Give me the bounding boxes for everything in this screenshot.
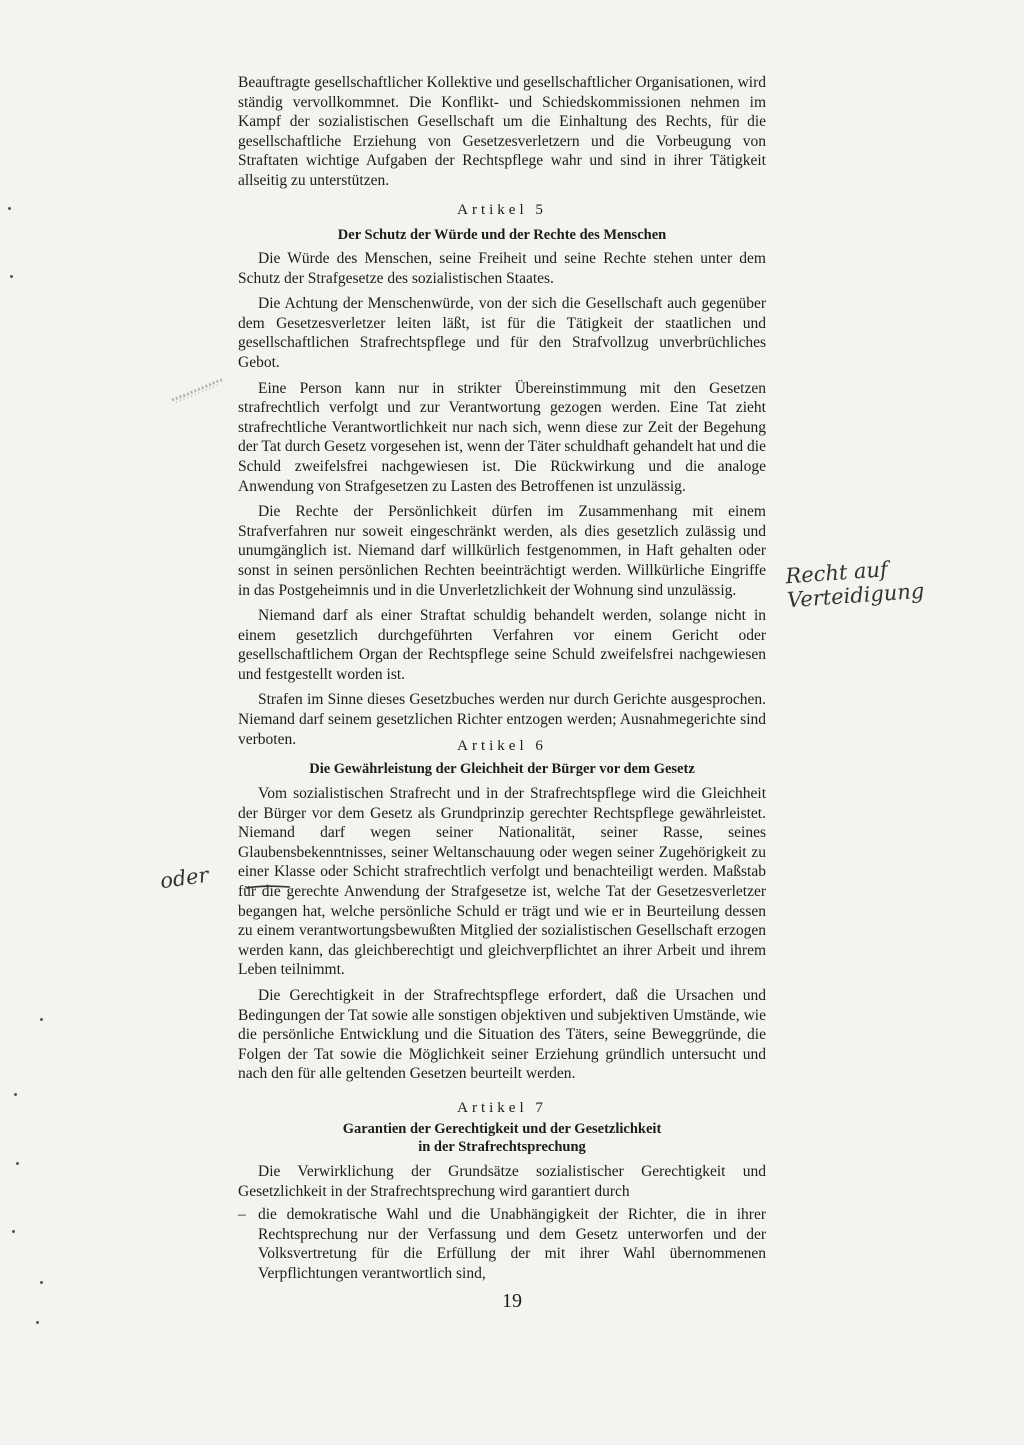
article-5-paragraph: Die Achtung der Menschenwürde, von der sich die Gesellschaft auch gegenüber dem Gesetzesverletzer leiten läßt, ist für die Tätigkeit der staatlichen und gesellschaftlichen Strafrechtspflege und für den Strafvollzug unverbrüchliches Gebot. — [238, 295, 766, 371]
scan-speck — [14, 1093, 17, 1096]
article-6-heading: Artikel 6 — [457, 738, 547, 754]
article-5-paragraph: Die Würde des Menschen, seine Freiheit und seine Rechte stehen unter dem Schutz der Strafgesetze des sozialistischen Staates. — [238, 250, 766, 287]
article-6 — [238, 736, 766, 1084]
article-7-title-line1: Garantien der Gerechtigkeit und der Gesetzlichkeit — [342, 1121, 662, 1137]
article-7-title-line2: in der Strafrechtsprechung — [418, 1139, 586, 1155]
scan-speck — [16, 1162, 19, 1165]
scan-speck — [12, 1230, 15, 1233]
scan-speck — [8, 207, 11, 210]
article-7-list-item — [238, 1205, 766, 1283]
article-5-heading: Artikel 5 — [457, 202, 547, 218]
article-5-paragraph: Eine Person kann nur in strikter Übereinstimmung mit den Gesetzen strafrechtlich verfolgt und zur Verantwortung gezogen werden. Eine Tat zieht strafrechtliche Verantwortlichkeit nur nach sich, wenn diese zur Zeit der Begehung der Tat durch Gesetz vorgesehen ist, wenn der Täter schuldhaft gehandelt hat und die Schuld zweifelsfrei nachgewiesen ist. Die Rückwirkung und die analoge Anwendung von Strafgesetzen zu Lasten des Betroffenen ist unzulässig. — [238, 379, 766, 495]
margin-note-right: Recht auf Verteidigung — [784, 557, 926, 613]
article-5-paragraph: Die Rechte der Persönlichkeit dürfen im Zusammenhang mit einem Strafverfahren nur soweit eingeschränkt werden, als dies gesetzlich zulässig und unumgänglich ist. Niemand darf willkürlich festgenommen, in Haft gehalten oder sonst in seinen persönlichen Rechten beeinträchtigt werden. Willkürliche Eingriffe in das Postgeheimnis und in die Unverletzlichkeit der Wohnung sind unzulässig. — [238, 503, 766, 599]
article-5-paragraph: Niemand darf als einer Straftat schuldig behandelt werden, solange nicht in einem gesetzlich durchgeführten Verfahren vor einem Gericht oder gesellschaftlichem Organ der Rechtspflege seine Schuld zweifelsfrei nachgewiesen und festgestellt worden ist. — [238, 607, 766, 683]
list-item-text: die demokratische Wahl und die Unabhängigkeit der Richter, die in ihrer Rechtsprechung nur der Verfassung und dem Gesetz unterworfen und der Volksvertretung für die Erfüllung der mit ihrer Wahl übernommenen Verpflichtungen verantwortlich sind, — [258, 1206, 766, 1282]
handwritten-underline — [244, 882, 294, 892]
article-6-title: Die Gewährleistung der Gleichheit der Bürger vor dem Gesetz — [309, 761, 695, 777]
scan-speck — [10, 275, 13, 278]
list-dash: – — [238, 1206, 246, 1224]
margin-note-left: oder — [158, 862, 210, 894]
pencil-smudge-icon — [168, 376, 228, 406]
article-5-paragraph: Strafen im Sinne dieses Gesetzbuches werden nur durch Gerichte ausgesprochen. Niemand darf seinem gesetzlichen Richter entzogen werden; Ausnahmegerichte sind verboten. — [238, 691, 766, 748]
article-6-paragraph: Die Gerechtigkeit in der Strafrechtspflege erfordert, daß die Ursachen und Bedingungen der Tat sowie alle sonstigen objektiven und subjektiven Umstände, wie die persönliche Entwicklung und die Situation des Täters, seine Beweggründe, die Folgen der Tat sowie die Möglichkeit seiner Erziehung gründlich untersucht und nach den für alle geltenden Gesetzen beurteilt werden. — [238, 986, 766, 1083]
scan-speck — [40, 1018, 43, 1021]
article-5-title: Der Schutz der Würde und der Rechte des Menschen — [337, 227, 667, 243]
article-7-intro: Die Verwirklichung der Grundsätze sozialistischer Gerechtigkeit und Gesetzlichkeit in der Strafrechtsprechung wird garantiert durch — [238, 1163, 766, 1200]
article-7 — [238, 1098, 766, 1284]
scan-speck — [40, 1281, 43, 1284]
intro-paragraph: Beauftragte gesellschaftlicher Kollektive und gesellschaftlicher Organisationen, wird ständig vervollkommnet. Die Konflikt- und Schiedskommissionen nehmen im Kampf der sozialistischen Gesellschaft um die Einhaltung des Rechts, für die gesellschaftliche Erziehung von Gesetzesverletzern und die Vorbeugung von Straftaten wichtige Aufgaben der Rechtspflege wahr und sind in ihrer Tätigkeit allseitig zu unterstützen. — [238, 74, 766, 189]
article-7-heading: Artikel 7 — [457, 1100, 547, 1116]
page-number: 19 — [502, 1290, 522, 1312]
article-5 — [238, 200, 766, 749]
scan-speck — [36, 1321, 39, 1324]
article-6-paragraph: Vom sozialistischen Strafrecht und in der Strafrechtspflege wird die Gleichheit der Bürger vor dem Gesetz als Grundprinzip gerechter Rechtspflege gewährleistet. Niemand darf wegen seiner Nationalität, seiner Rasse, seines Glaubensbekenntnisses, seiner Weltanschauung oder wegen seiner Zugehörigkeit zu einer Klasse oder Schicht strafrechtlich verfolgt und benachteiligt werden. Maßstab für die gerechte Anwendung der Strafgesetze ist, welche Tat der Gesetzesverletzer begangen hat, welche persönliche Schuld er trägt und wie er in Beurteilung dessen zu einem verantwortungsbewußten Mitglied der sozialistischen Gesellschaft erzogen werden kann, das gleichberechtigt und gleichverpflichtet an ihrer Arbeit und ihrem Leben teilnimmt. — [238, 785, 766, 979]
intro-block — [238, 73, 766, 191]
